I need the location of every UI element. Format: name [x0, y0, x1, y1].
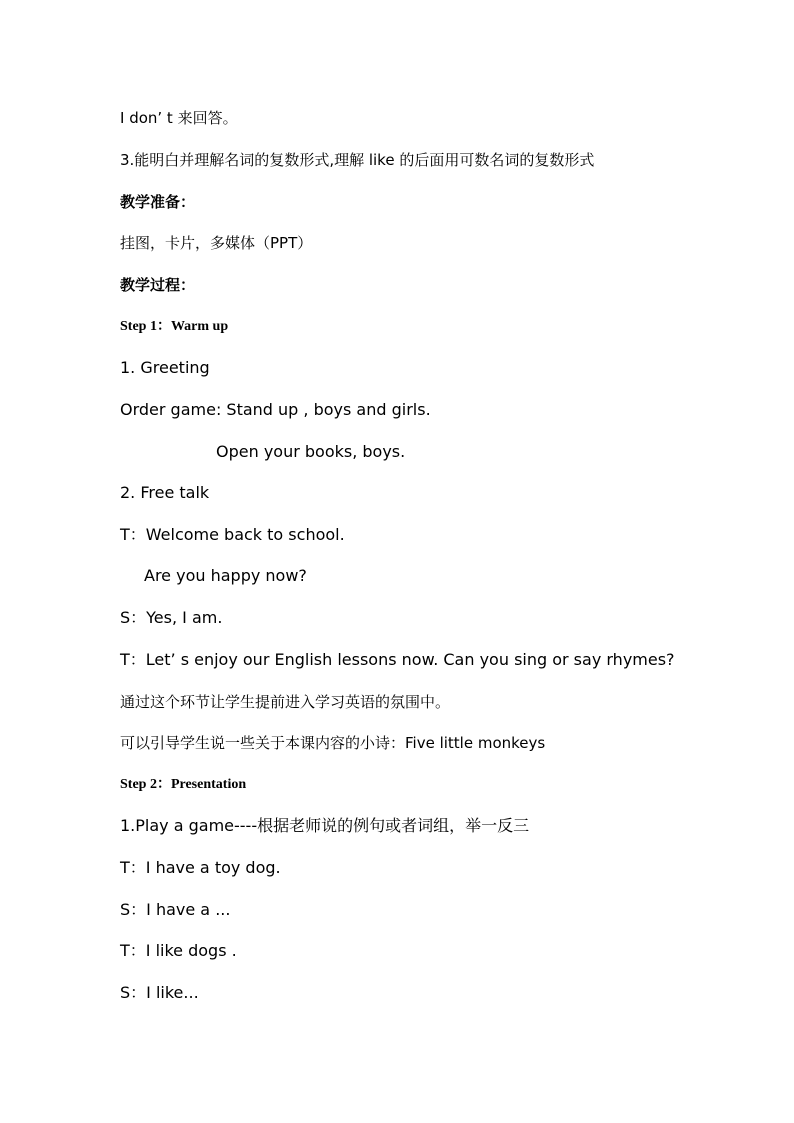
dialogue-line: S：I like... — [120, 983, 199, 1002]
section-heading-process: 教学过程： — [120, 276, 196, 294]
preparation-materials: 挂图，卡片，多媒体（PPT） — [120, 234, 313, 252]
order-game-line: Order game: Stand up , boys and girls. — [120, 400, 431, 419]
dialogue-line: T：I like dogs . — [120, 941, 237, 960]
section-heading-preparation: 教学准备： — [120, 193, 196, 211]
dialogue-line: T：I have a toy dog. — [120, 858, 281, 877]
dialogue-line: T：Let’ s enjoy our English lessons now. Can you sing or say rhymes? — [120, 650, 675, 669]
order-game-line-2: Open your books, boys. — [216, 442, 406, 461]
objective-3: 3.能明白并理解名词的复数形式,理解 like 的后面用可数名词的复数形式 — [120, 151, 595, 169]
step-2-heading: Step 2：Presentation — [120, 777, 247, 792]
dialogue-line: T：Welcome back to school. — [120, 525, 345, 544]
free-talk-item: 2. Free talk — [120, 483, 210, 502]
text-line: I don’ t 来回答。 — [120, 109, 238, 127]
dialogue-line: S：Yes, I am. — [120, 608, 223, 627]
note-line: 通过这个环节让学生提前进入学习英语的氛围中。 — [120, 693, 451, 711]
step-1-heading: Step 1：Warm up — [120, 319, 229, 334]
greeting-item: 1. Greeting — [120, 358, 210, 377]
play-game-item: 1.Play a game----根据老师说的例句或者词组，举一反三 — [120, 816, 530, 835]
note-line: 可以引导学生说一些关于本课内容的小诗：Five little monkeys — [120, 734, 546, 752]
dialogue-line: S：I have a ... — [120, 900, 231, 919]
dialogue-line: Are you happy now? — [144, 566, 307, 585]
